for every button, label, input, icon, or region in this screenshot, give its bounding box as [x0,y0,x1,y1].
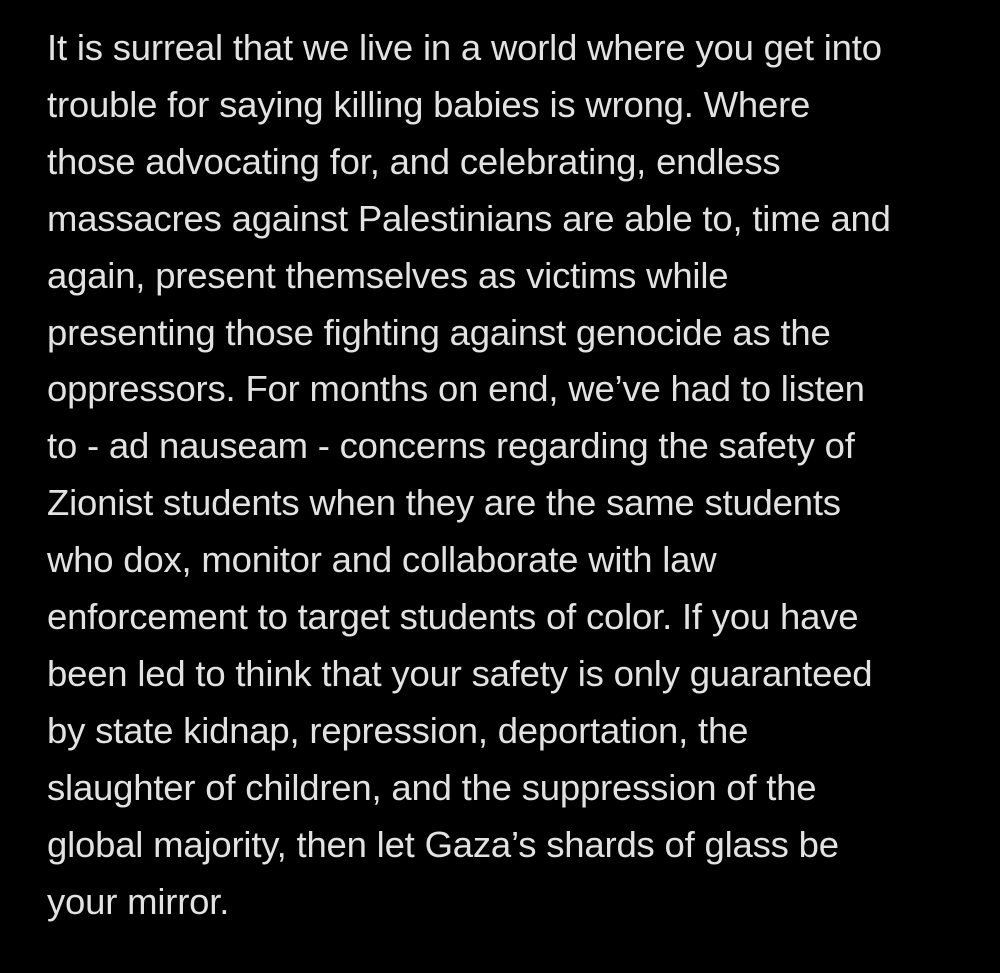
note-text-line: again, present themselves as victims while [47,254,729,296]
note-text-line: by state kidnap, repression, deportation, the [47,709,749,751]
note-text-line: who dox, monitor and collaborate with law [47,539,717,581]
note-text-line: oppressors. For months on end, we’ve had to listen [47,368,865,410]
note-text-line: been led to think that your safety is only guaranteed [47,652,873,694]
note-text-line: Zionist students when they are the same students [47,482,841,524]
note-text-line: those advocating for, and celebrating, endless [47,140,781,182]
note-text-line: trouble for saying killing babies is wrong. Where [47,83,811,125]
note-text-line: to - ad nauseam - concerns regarding the safety of [47,425,855,467]
note-text-line: massacres against Palestinians are able to, time and [47,197,891,239]
note-text-line: your mirror. [47,880,230,922]
note-text-line: presenting those fighting against genocide as the [47,311,831,353]
note-text-line: global majority, then let Gaza’s shards of glass be [47,823,839,865]
note-text-line: It is surreal that we live in a world where you get into [47,27,882,68]
note-text-body [47,20,987,931]
note-text-line: enforcement to target students of color. If you have [47,596,859,638]
note-text-line: slaughter of children, and the suppression of the [47,766,817,808]
